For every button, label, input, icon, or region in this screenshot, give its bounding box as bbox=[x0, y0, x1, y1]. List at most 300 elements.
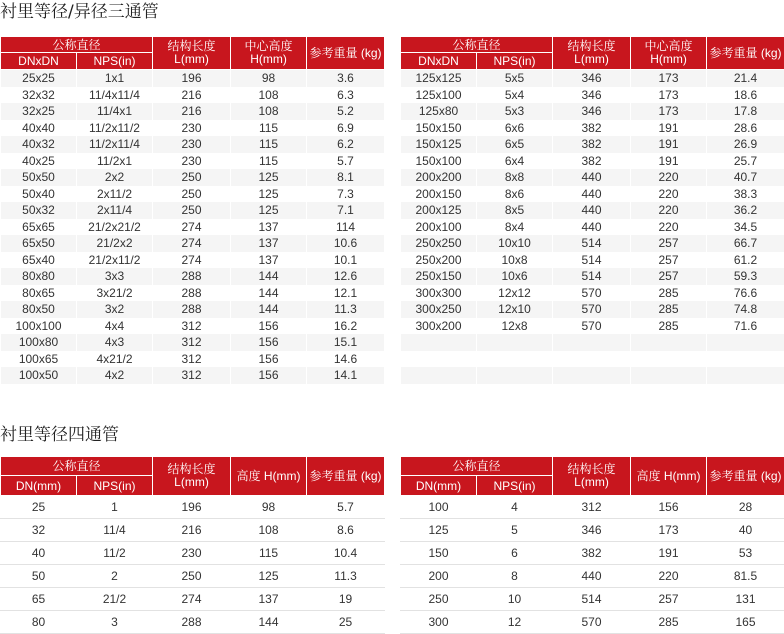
cell-height: 257 bbox=[631, 588, 707, 611]
cell-length: 250 bbox=[153, 186, 231, 203]
table-row bbox=[1, 186, 385, 203]
cell-length: 196 bbox=[153, 496, 231, 519]
cell-nps: 4x2 bbox=[77, 367, 153, 384]
cell-length: 514 bbox=[553, 588, 631, 611]
cell-length: 230 bbox=[153, 153, 231, 170]
header-length: 结构长度 L(mm) bbox=[153, 457, 231, 496]
cell-dn: 32 bbox=[1, 519, 77, 542]
cell-nps: 10x6 bbox=[477, 268, 553, 285]
header-length: 结构长度 L(mm) bbox=[153, 37, 231, 70]
cell-nps: 4 bbox=[477, 496, 553, 519]
cell-length: 570 bbox=[553, 301, 631, 318]
cell-length: 216 bbox=[153, 103, 231, 120]
cell-height: 191 bbox=[631, 120, 707, 137]
cell-length: 230 bbox=[153, 120, 231, 137]
cell-weight: 7.3 bbox=[307, 186, 385, 203]
cell-dn: 150x125 bbox=[401, 136, 477, 153]
cell-dn: 25 bbox=[1, 496, 77, 519]
cell-weight: 3.6 bbox=[307, 70, 385, 87]
cell-weight: 66.7 bbox=[707, 235, 784, 252]
cell-height: 220 bbox=[631, 219, 707, 236]
cell-weight: 40 bbox=[707, 519, 784, 542]
cell-dn: 80 bbox=[1, 611, 77, 634]
cell-weight: 74.8 bbox=[707, 301, 784, 318]
cell-nps: 8 bbox=[477, 565, 553, 588]
header-nominal-diameter: 公称直径 bbox=[1, 457, 153, 476]
cell-weight: 25 bbox=[307, 611, 385, 634]
cell-nps: 6x6 bbox=[477, 120, 553, 137]
cell-nps: 4x3 bbox=[77, 334, 153, 351]
cell-nps: 3x2 bbox=[77, 301, 153, 318]
table-row bbox=[1, 519, 385, 542]
cell-height: 257 bbox=[631, 252, 707, 269]
cell-dn: 125x125 bbox=[401, 70, 477, 87]
cross-table-right bbox=[400, 456, 784, 634]
cell-dn: 100 bbox=[401, 496, 477, 519]
table-row bbox=[1, 103, 385, 120]
cell-height bbox=[631, 367, 707, 384]
cell-dn bbox=[401, 334, 477, 351]
header-nps: NPS(in) bbox=[477, 53, 553, 70]
cell-height: 144 bbox=[231, 301, 307, 318]
table-row bbox=[401, 186, 784, 203]
cell-dn: 40x25 bbox=[1, 153, 77, 170]
cell-nps: 11/2x1 bbox=[77, 153, 153, 170]
cell-dn: 80x50 bbox=[1, 301, 77, 318]
cell-nps: 8x6 bbox=[477, 186, 553, 203]
table-row bbox=[401, 496, 784, 519]
cell-dn: 65 bbox=[1, 588, 77, 611]
cell-height: 115 bbox=[231, 542, 307, 565]
cell-weight: 28 bbox=[707, 496, 784, 519]
cell-nps: 3 bbox=[77, 611, 153, 634]
cell-dn: 125 bbox=[401, 519, 477, 542]
table-row bbox=[1, 153, 385, 170]
cell-height: 115 bbox=[231, 153, 307, 170]
cell-height: 173 bbox=[631, 87, 707, 104]
cell-dn: 300x200 bbox=[401, 318, 477, 335]
cell-height: 257 bbox=[631, 235, 707, 252]
cell-weight: 76.6 bbox=[707, 285, 784, 302]
cell-dn: 65x65 bbox=[1, 219, 77, 236]
cell-length: 216 bbox=[153, 519, 231, 542]
cell-height: 156 bbox=[231, 334, 307, 351]
cell-nps: 21/2x11/2 bbox=[77, 252, 153, 269]
table-row bbox=[1, 136, 385, 153]
cell-dn: 65x40 bbox=[1, 252, 77, 269]
table-row bbox=[1, 87, 385, 104]
cell-height: 173 bbox=[631, 519, 707, 542]
cell-length: 346 bbox=[553, 70, 631, 87]
cell-dn: 250x200 bbox=[401, 252, 477, 269]
cell-nps: 12 bbox=[477, 611, 553, 634]
cell-nps: 21/2 bbox=[77, 588, 153, 611]
cell-height bbox=[631, 334, 707, 351]
cell-height: 144 bbox=[231, 285, 307, 302]
cell-weight: 11.3 bbox=[307, 301, 385, 318]
cell-nps: 8x5 bbox=[477, 202, 553, 219]
table-row bbox=[401, 120, 784, 137]
table-row bbox=[1, 611, 385, 634]
cell-length: 274 bbox=[153, 219, 231, 236]
table-row bbox=[1, 202, 385, 219]
cell-length: 382 bbox=[553, 136, 631, 153]
cell-height: 257 bbox=[631, 268, 707, 285]
cell-dn: 125x100 bbox=[401, 87, 477, 104]
table-row bbox=[401, 519, 784, 542]
cell-dn: 250x250 bbox=[401, 235, 477, 252]
cell-weight: 6.2 bbox=[307, 136, 385, 153]
table-row bbox=[1, 252, 385, 269]
cell-weight: 8.6 bbox=[307, 519, 385, 542]
header-dn: DN(mm) bbox=[1, 476, 77, 496]
cell-height: 137 bbox=[231, 252, 307, 269]
cell-nps: 11/2x11/2 bbox=[77, 120, 153, 137]
cell-weight: 10.6 bbox=[307, 235, 385, 252]
cell-dn: 50x40 bbox=[1, 186, 77, 203]
header-height: 高度 H(mm) bbox=[231, 457, 307, 496]
cell-dn: 80x80 bbox=[1, 268, 77, 285]
header-height: 中心高度 H(mm) bbox=[631, 37, 707, 70]
cell-length: 346 bbox=[553, 87, 631, 104]
cell-nps: 3x21/2 bbox=[77, 285, 153, 302]
cell-weight: 5.7 bbox=[307, 496, 385, 519]
cell-length: 514 bbox=[553, 252, 631, 269]
table-row bbox=[1, 542, 385, 565]
cell-nps: 1 bbox=[77, 496, 153, 519]
cell-weight: 5.2 bbox=[307, 103, 385, 120]
table-row bbox=[401, 588, 784, 611]
header-height: 高度 H(mm) bbox=[631, 457, 707, 496]
cell-weight: 6.9 bbox=[307, 120, 385, 137]
cell-weight: 16.2 bbox=[307, 318, 385, 335]
table-row bbox=[1, 318, 385, 335]
cell-weight bbox=[707, 334, 784, 351]
cell-dn bbox=[401, 367, 477, 384]
cell-dn: 300x300 bbox=[401, 285, 477, 302]
cell-nps bbox=[477, 351, 553, 368]
cell-length: 288 bbox=[153, 301, 231, 318]
cell-height: 125 bbox=[231, 202, 307, 219]
cell-length: 230 bbox=[153, 542, 231, 565]
table-row bbox=[1, 301, 385, 318]
cell-height: 108 bbox=[231, 87, 307, 104]
cell-length: 570 bbox=[553, 318, 631, 335]
cell-weight: 6.3 bbox=[307, 87, 385, 104]
cell-nps: 8x4 bbox=[477, 219, 553, 236]
table-row bbox=[1, 120, 385, 137]
cell-weight: 12.1 bbox=[307, 285, 385, 302]
table-row bbox=[401, 87, 784, 104]
cell-dn: 250 bbox=[401, 588, 477, 611]
table-row bbox=[1, 268, 385, 285]
table-row bbox=[1, 70, 385, 87]
cell-length: 346 bbox=[553, 103, 631, 120]
cell-length: 382 bbox=[553, 153, 631, 170]
table-row bbox=[1, 367, 385, 384]
cell-length: 312 bbox=[153, 318, 231, 335]
cell-length: 382 bbox=[553, 542, 631, 565]
cell-weight: 12.6 bbox=[307, 268, 385, 285]
cell-height: 173 bbox=[631, 103, 707, 120]
cell-nps: 6 bbox=[477, 542, 553, 565]
cell-weight: 11.3 bbox=[307, 565, 385, 588]
table-row bbox=[401, 318, 784, 335]
cell-dn: 40x32 bbox=[1, 136, 77, 153]
cell-length bbox=[553, 367, 631, 384]
header-nps: NPS(in) bbox=[77, 476, 153, 496]
header-height: 中心高度 H(mm) bbox=[231, 37, 307, 70]
cell-weight: 28.6 bbox=[707, 120, 784, 137]
cell-nps: 10 bbox=[477, 588, 553, 611]
cell-length: 440 bbox=[553, 202, 631, 219]
cell-length: 250 bbox=[153, 202, 231, 219]
cell-weight: 25.7 bbox=[707, 153, 784, 170]
cell-height: 115 bbox=[231, 136, 307, 153]
cell-length: 288 bbox=[153, 268, 231, 285]
cell-nps: 21/2x21/2 bbox=[77, 219, 153, 236]
cell-nps: 6x4 bbox=[477, 153, 553, 170]
cell-dn: 100x65 bbox=[1, 351, 77, 368]
cell-nps: 11/4x1 bbox=[77, 103, 153, 120]
cell-dn bbox=[401, 351, 477, 368]
table-row bbox=[401, 334, 784, 351]
tee-table-left bbox=[0, 36, 385, 384]
cell-nps: 2x11/2 bbox=[77, 186, 153, 203]
cell-length: 346 bbox=[553, 519, 631, 542]
table-row bbox=[401, 565, 784, 588]
cell-height: 191 bbox=[631, 136, 707, 153]
cell-weight: 7.1 bbox=[307, 202, 385, 219]
cell-dn: 200x200 bbox=[401, 169, 477, 186]
cell-dn: 200x150 bbox=[401, 186, 477, 203]
cell-height: 173 bbox=[631, 70, 707, 87]
cell-height: 285 bbox=[631, 301, 707, 318]
cell-weight: 61.2 bbox=[707, 252, 784, 269]
cell-weight: 40.7 bbox=[707, 169, 784, 186]
header-dn: DN(mm) bbox=[401, 476, 477, 496]
cell-dn: 50x50 bbox=[1, 169, 77, 186]
header-nps: NPS(in) bbox=[477, 476, 553, 496]
cell-nps: 10x8 bbox=[477, 252, 553, 269]
cell-weight: 34.5 bbox=[707, 219, 784, 236]
cell-nps: 5x4 bbox=[477, 87, 553, 104]
table-row bbox=[1, 219, 385, 236]
cell-nps: 3x3 bbox=[77, 268, 153, 285]
cell-weight: 17.8 bbox=[707, 103, 784, 120]
cell-length: 514 bbox=[553, 235, 631, 252]
cell-weight: 26.9 bbox=[707, 136, 784, 153]
cell-dn: 100x100 bbox=[1, 318, 77, 335]
cell-height: 156 bbox=[231, 367, 307, 384]
cell-nps: 12x8 bbox=[477, 318, 553, 335]
cell-weight: 18.6 bbox=[707, 87, 784, 104]
cell-nps: 5x5 bbox=[477, 70, 553, 87]
table-row bbox=[401, 611, 784, 634]
cell-length: 274 bbox=[153, 235, 231, 252]
cell-dn: 300x250 bbox=[401, 301, 477, 318]
table-row bbox=[1, 285, 385, 302]
cell-nps: 2x2 bbox=[77, 169, 153, 186]
cell-weight: 71.6 bbox=[707, 318, 784, 335]
section-title-cross: 衬里等径四通管 bbox=[0, 424, 119, 446]
cell-dn: 40 bbox=[1, 542, 77, 565]
header-length: 结构长度 L(mm) bbox=[553, 37, 631, 70]
cell-height: 156 bbox=[631, 496, 707, 519]
cell-nps: 4x4 bbox=[77, 318, 153, 335]
header-length: 结构长度 L(mm) bbox=[553, 457, 631, 496]
cell-weight: 81.5 bbox=[707, 565, 784, 588]
cell-nps: 11/2 bbox=[77, 542, 153, 565]
cell-weight: 14.1 bbox=[307, 367, 385, 384]
cell-nps bbox=[477, 367, 553, 384]
cell-dn: 150x150 bbox=[401, 120, 477, 137]
cell-dn: 32x32 bbox=[1, 87, 77, 104]
cell-weight: 15.1 bbox=[307, 334, 385, 351]
cell-length: 274 bbox=[153, 588, 231, 611]
cell-height: 137 bbox=[231, 219, 307, 236]
table-row bbox=[1, 334, 385, 351]
table-row bbox=[1, 588, 385, 611]
header-dn: DNxDN bbox=[401, 53, 477, 70]
cell-length: 250 bbox=[153, 169, 231, 186]
cell-dn: 50 bbox=[1, 565, 77, 588]
table-row bbox=[401, 235, 784, 252]
cell-length: 440 bbox=[553, 219, 631, 236]
cell-weight: 114 bbox=[307, 219, 385, 236]
cell-length: 440 bbox=[553, 565, 631, 588]
cell-dn: 50x32 bbox=[1, 202, 77, 219]
table-row bbox=[401, 542, 784, 565]
cell-height: 220 bbox=[631, 565, 707, 588]
table-row bbox=[401, 202, 784, 219]
cell-nps: 5 bbox=[477, 519, 553, 542]
cell-weight: 38.3 bbox=[707, 186, 784, 203]
cell-nps: 1x1 bbox=[77, 70, 153, 87]
cell-dn: 65x50 bbox=[1, 235, 77, 252]
cell-nps: 2 bbox=[77, 565, 153, 588]
cell-height: 115 bbox=[231, 120, 307, 137]
cell-length: 440 bbox=[553, 169, 631, 186]
cell-dn: 125x80 bbox=[401, 103, 477, 120]
cell-dn: 150x100 bbox=[401, 153, 477, 170]
cell-dn: 25x25 bbox=[1, 70, 77, 87]
table-row bbox=[1, 169, 385, 186]
cell-height: 285 bbox=[631, 285, 707, 302]
table-row bbox=[1, 496, 385, 519]
cell-nps: 2x11/4 bbox=[77, 202, 153, 219]
cell-weight: 36.2 bbox=[707, 202, 784, 219]
cell-length: 288 bbox=[153, 611, 231, 634]
cell-weight: 14.6 bbox=[307, 351, 385, 368]
cell-dn: 250x150 bbox=[401, 268, 477, 285]
cell-height: 108 bbox=[231, 519, 307, 542]
table-row bbox=[401, 169, 784, 186]
table-row bbox=[401, 103, 784, 120]
cell-nps: 21/2x2 bbox=[77, 235, 153, 252]
header-nominal-diameter: 公称直径 bbox=[401, 457, 553, 476]
header-nominal-diameter: 公称直径 bbox=[401, 37, 553, 53]
cell-length: 440 bbox=[553, 186, 631, 203]
cell-height: 220 bbox=[631, 186, 707, 203]
cell-length: 230 bbox=[153, 136, 231, 153]
cell-weight: 131 bbox=[707, 588, 784, 611]
cell-height: 137 bbox=[231, 588, 307, 611]
cell-height: 191 bbox=[631, 153, 707, 170]
header-weight: 参考重量 (kg) bbox=[307, 457, 385, 496]
cell-length: 312 bbox=[553, 496, 631, 519]
cell-height: 125 bbox=[231, 565, 307, 588]
cross-table-left bbox=[0, 456, 385, 634]
cell-nps: 6x5 bbox=[477, 136, 553, 153]
cell-dn: 150 bbox=[401, 542, 477, 565]
cell-height: 285 bbox=[631, 611, 707, 634]
cell-length: 312 bbox=[153, 351, 231, 368]
table-row bbox=[401, 219, 784, 236]
cell-length bbox=[553, 351, 631, 368]
table-row bbox=[1, 565, 385, 588]
cell-dn: 200x100 bbox=[401, 219, 477, 236]
table-row bbox=[401, 153, 784, 170]
cell-length: 288 bbox=[153, 285, 231, 302]
cell-nps bbox=[477, 334, 553, 351]
cell-dn: 80x65 bbox=[1, 285, 77, 302]
cell-length: 250 bbox=[153, 565, 231, 588]
cell-weight bbox=[707, 367, 784, 384]
cell-weight bbox=[707, 351, 784, 368]
cell-nps: 8x8 bbox=[477, 169, 553, 186]
table-row bbox=[401, 351, 784, 368]
cell-weight: 5.7 bbox=[307, 153, 385, 170]
header-weight: 参考重量 (kg) bbox=[707, 37, 784, 70]
cell-height: 108 bbox=[231, 103, 307, 120]
cell-height: 220 bbox=[631, 202, 707, 219]
cell-height: 285 bbox=[631, 318, 707, 335]
header-weight: 参考重量 (kg) bbox=[307, 37, 385, 70]
cell-height: 144 bbox=[231, 611, 307, 634]
table-row bbox=[1, 235, 385, 252]
cell-length: 570 bbox=[553, 611, 631, 634]
table-row bbox=[401, 70, 784, 87]
cell-weight: 21.4 bbox=[707, 70, 784, 87]
table-row bbox=[401, 252, 784, 269]
cell-nps: 11/4x11/4 bbox=[77, 87, 153, 104]
cell-height: 191 bbox=[631, 542, 707, 565]
cell-nps: 12x12 bbox=[477, 285, 553, 302]
cell-height: 98 bbox=[231, 70, 307, 87]
cell-height: 220 bbox=[631, 169, 707, 186]
cell-weight: 8.1 bbox=[307, 169, 385, 186]
cell-length: 312 bbox=[153, 367, 231, 384]
table-row bbox=[401, 268, 784, 285]
cell-weight: 59.3 bbox=[707, 268, 784, 285]
table-row bbox=[1, 351, 385, 368]
cell-weight: 19 bbox=[307, 588, 385, 611]
cell-length: 312 bbox=[153, 334, 231, 351]
section-title-tee: 衬里等径/异径三通管 bbox=[0, 1, 159, 23]
cell-height: 144 bbox=[231, 268, 307, 285]
cell-length: 570 bbox=[553, 285, 631, 302]
cell-dn: 300 bbox=[401, 611, 477, 634]
table-row bbox=[401, 367, 784, 384]
table-row bbox=[401, 136, 784, 153]
cell-height: 137 bbox=[231, 235, 307, 252]
cell-nps: 11/2x11/4 bbox=[77, 136, 153, 153]
cell-length: 196 bbox=[153, 70, 231, 87]
cell-length bbox=[553, 334, 631, 351]
header-weight: 参考重量 (kg) bbox=[707, 457, 784, 496]
cell-weight: 165 bbox=[707, 611, 784, 634]
